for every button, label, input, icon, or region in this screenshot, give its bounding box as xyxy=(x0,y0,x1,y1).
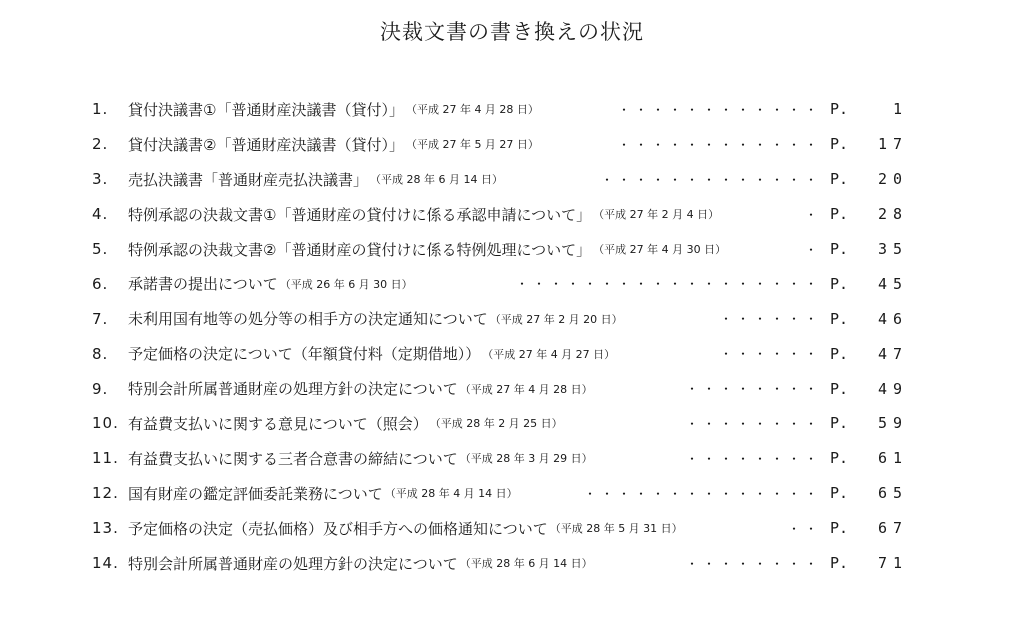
page-number: 65 xyxy=(877,484,908,503)
page-prefix: P. xyxy=(830,484,849,503)
entry-number: 12. xyxy=(92,484,119,503)
page-prefix: P. xyxy=(830,170,849,189)
page-number: 67 xyxy=(877,519,908,538)
entry-number: 9. xyxy=(92,379,109,398)
page-number: 1 xyxy=(892,100,908,119)
entry-number: 3. xyxy=(92,170,109,189)
page-prefix: P. xyxy=(830,100,849,119)
toc-entry xyxy=(92,371,908,406)
page-number: 61 xyxy=(877,449,908,468)
entry-date: （平成 26 年 6 月 30 日） xyxy=(279,277,413,291)
entry-date: （平成 27 年 4 月 27 日） xyxy=(482,347,616,361)
entry-number: 1. xyxy=(92,100,109,119)
page-reference xyxy=(830,554,908,573)
entry-date: （平成 28 年 5 月 31 日） xyxy=(549,522,683,536)
page-reference xyxy=(830,484,908,503)
page-prefix: P. xyxy=(830,240,849,258)
entry-date: （平成 28 年 4 月 14 日） xyxy=(384,487,518,501)
entry-date: （平成 28 年 2 月 25 日） xyxy=(429,417,563,431)
page-reference xyxy=(830,240,908,258)
dot-leader: ・・・・・・・・ xyxy=(685,382,822,397)
page-reference xyxy=(830,519,908,538)
page-reference xyxy=(830,135,908,154)
entry-date: （平成 27 年 2 月 20 日） xyxy=(489,312,623,326)
entry-date: （平成 27 年 2 月 4 日） xyxy=(593,208,720,222)
entry-title: 未利用国有地等の処分等の相手方の決定通知について xyxy=(128,310,488,329)
entry-date: （平成 27 年 4 月 30 日） xyxy=(593,243,727,256)
page-number: 20 xyxy=(877,170,908,189)
toc-entry xyxy=(92,546,908,581)
entry-number: 13. xyxy=(92,519,119,538)
page-reference xyxy=(830,414,908,433)
page-reference xyxy=(830,309,908,328)
page-reference xyxy=(830,205,908,224)
dot-leader: ・・・・・・ xyxy=(719,347,822,362)
entry-title: 特別会計所属普通財産の処理方針の決定について xyxy=(128,554,458,573)
toc-entry xyxy=(92,476,908,511)
page-prefix: P. xyxy=(830,344,849,363)
page-reference xyxy=(830,379,908,398)
page-number: 49 xyxy=(877,379,908,398)
toc-entry xyxy=(92,127,908,162)
entry-title: 貸付決議書②「普通財産決議書（貸付）」 xyxy=(128,135,404,154)
dot-leader: ・・・・・・・・ xyxy=(685,556,822,571)
page-prefix: P. xyxy=(830,519,849,538)
entry-number: 14. xyxy=(92,554,119,573)
entry-number: 8. xyxy=(92,344,109,363)
page-prefix: P. xyxy=(830,414,849,433)
entry-title: 予定価格の決定（売払価格）及び相手方への価格通知について xyxy=(128,519,548,538)
toc-entry xyxy=(92,301,908,336)
toc-entry xyxy=(92,92,908,127)
dot-leader: ・・・・・・ xyxy=(719,312,822,327)
entry-number: 4. xyxy=(92,205,109,224)
toc-entry xyxy=(92,197,908,232)
toc-entry xyxy=(92,406,908,441)
page-reference xyxy=(830,170,908,189)
page-number: 46 xyxy=(877,309,908,328)
entry-title: 特例承認の決裁文書①「普通財産の貸付けに係る承認申請について」 xyxy=(128,205,592,224)
dot-leader: ・・・・・・・・ xyxy=(685,451,822,466)
entry-title: 国有財産の鑑定評価委託業務について xyxy=(128,484,383,503)
entry-title: 特例承認の決裁文書②「普通財産の貸付けに係る特例処理について」 xyxy=(128,240,592,259)
entry-number: 7. xyxy=(92,309,109,328)
page-prefix: P. xyxy=(830,379,849,398)
dot-leader: ・・・・・・・・・・・・・ xyxy=(600,172,822,187)
entry-title: 承諾書の提出について xyxy=(128,275,278,294)
dot-leader: ・・・・・・・・・・・・ xyxy=(617,102,822,117)
toc-entry xyxy=(92,266,908,301)
page-prefix: P. xyxy=(830,449,849,468)
entry-date: （平成 28 年 6 月 14 日） xyxy=(459,557,593,571)
entry-title: 売払決議書「普通財産売払決議書」 xyxy=(128,170,369,189)
entry-title: 有益費支払いに関する三者合意書の締結について xyxy=(128,449,458,468)
page-prefix: P. xyxy=(830,554,849,573)
entry-date: （平成 27 年 4 月 28 日） xyxy=(459,382,593,396)
entry-number: 2. xyxy=(92,135,109,154)
page-reference xyxy=(830,274,908,293)
dot-leader: ・・・・・・・・ xyxy=(685,416,822,431)
page-number: 59 xyxy=(877,414,908,433)
page-reference xyxy=(830,449,908,468)
page-number: 35 xyxy=(877,240,908,258)
entry-number: 5. xyxy=(92,240,109,258)
page-prefix: P. xyxy=(830,274,849,293)
entry-date: （平成 28 年 6 月 14 日） xyxy=(370,173,503,187)
entry-date: （平成 27 年 4 月 28 日） xyxy=(405,103,539,117)
page-number: 45 xyxy=(877,274,908,293)
entry-date: （平成 27 年 5 月 27 日） xyxy=(405,138,539,152)
dot-leader: ・・・・・・・・・・・・ xyxy=(617,137,822,152)
entry-title: 予定価格の決定について（年額貸付料（定期借地）） xyxy=(128,345,481,364)
entry-number: 11. xyxy=(92,449,119,468)
toc-entry xyxy=(92,511,908,546)
entry-date: （平成 28 年 3 月 29 日） xyxy=(459,452,593,466)
dot-leader: ・・ xyxy=(787,521,822,536)
page-title: 決裁文書の書き換えの状況 xyxy=(380,20,644,44)
page-number: 47 xyxy=(877,344,908,363)
dot-leader: ・・・・・・・・・・・・・・・・・・ xyxy=(515,277,822,292)
page-prefix: P. xyxy=(830,205,849,224)
page-reference xyxy=(830,100,908,119)
table-of-contents xyxy=(92,92,908,580)
entry-number: 10. xyxy=(92,414,119,433)
dot-leader: ・ xyxy=(804,207,822,222)
dot-leader: ・ xyxy=(804,242,822,257)
page-number: 71 xyxy=(877,554,908,573)
page-reference xyxy=(830,344,908,363)
page-number: 28 xyxy=(877,205,908,224)
dot-leader: ・・・・・・・・・・・・・・ xyxy=(583,486,822,501)
toc-entry xyxy=(92,232,908,267)
page-prefix: P. xyxy=(830,309,849,328)
entry-number: 6. xyxy=(92,274,109,293)
toc-entry xyxy=(92,441,908,476)
page-number: 17 xyxy=(877,135,908,154)
entry-title: 有益費支払いに関する意見について（照会） xyxy=(128,414,428,433)
page-prefix: P. xyxy=(830,135,849,154)
entry-title: 貸付決議書①「普通財産決議書（貸付）」 xyxy=(128,100,404,119)
toc-entry xyxy=(92,162,908,197)
entry-title: 特別会計所属普通財産の処理方針の決定について xyxy=(128,380,458,399)
toc-entry xyxy=(92,336,908,371)
